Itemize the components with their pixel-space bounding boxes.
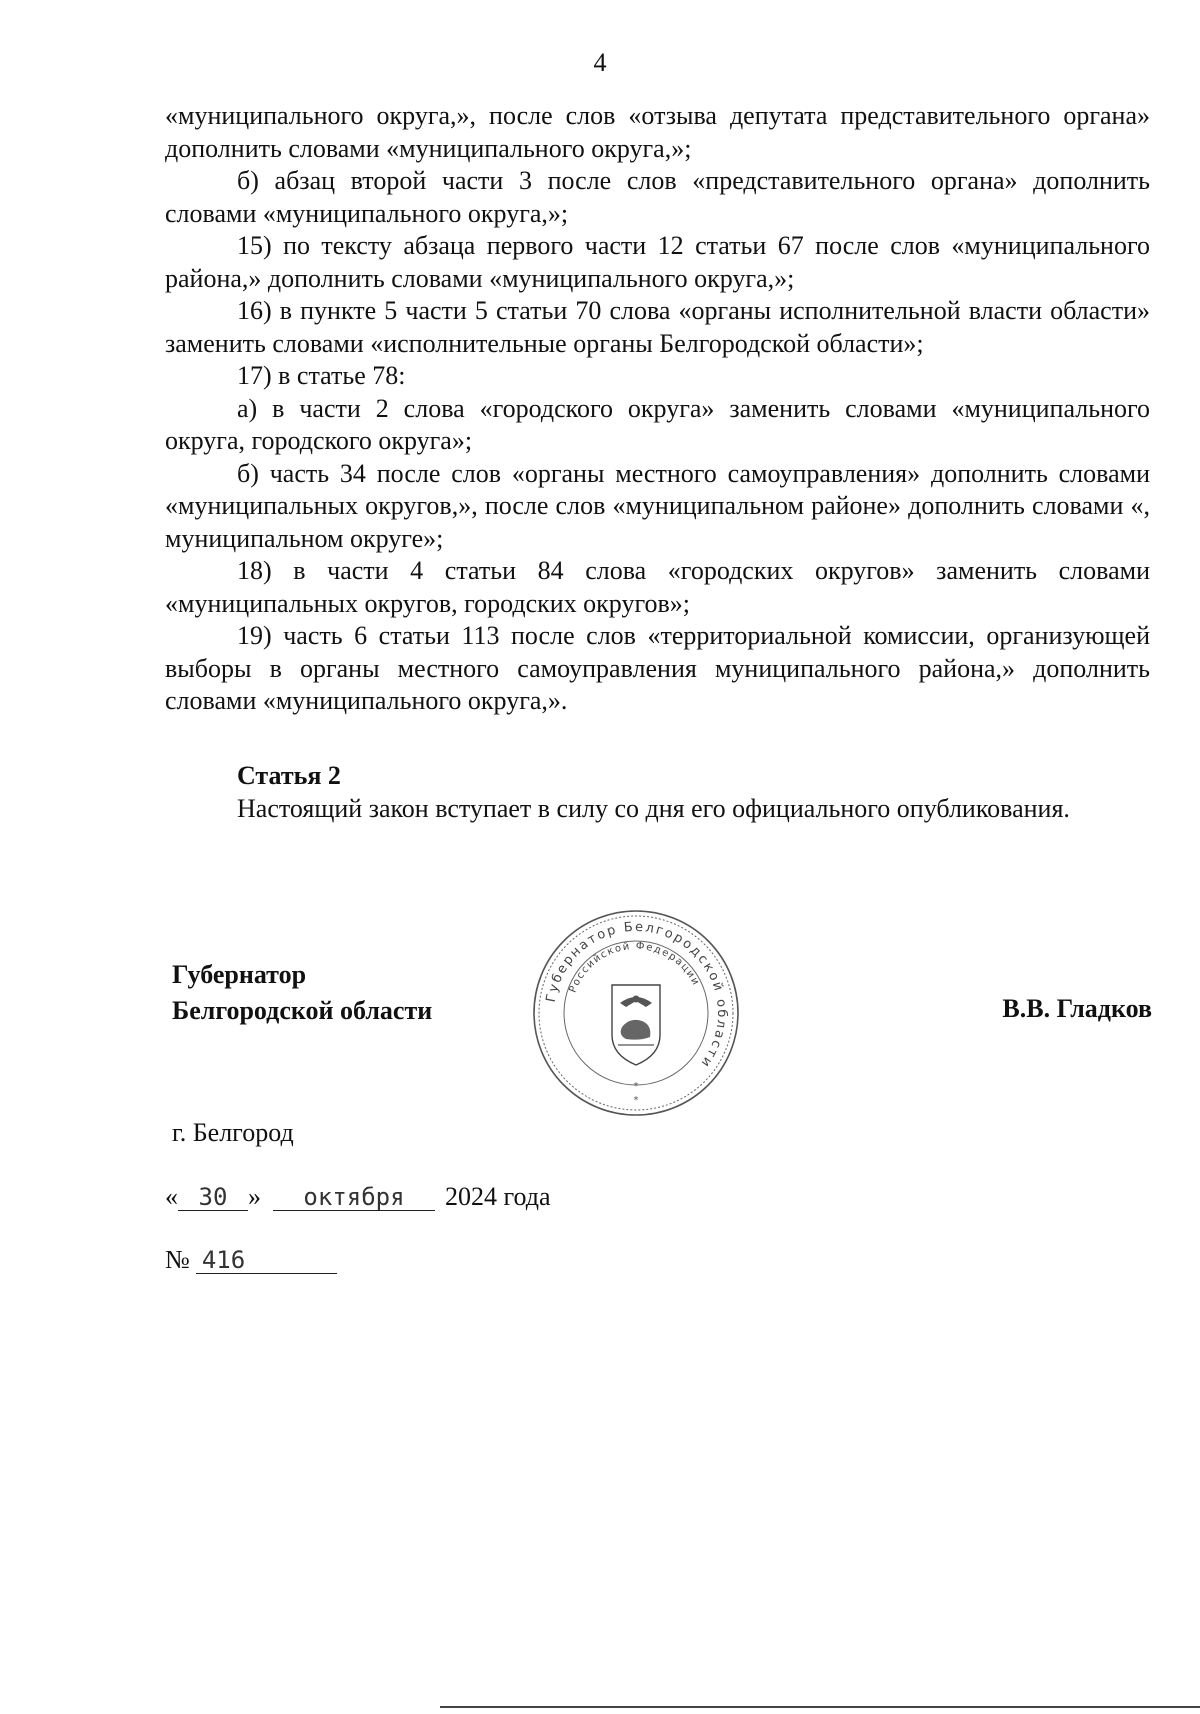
document-body: [165, 100, 1150, 718]
signatory-title-line-2: Белгородской области: [172, 996, 433, 1025]
number-sign: №: [165, 1245, 190, 1274]
date-day-field: 30: [178, 1184, 248, 1211]
law-number-field: 416: [196, 1247, 337, 1274]
date-open-quote: «: [165, 1182, 178, 1211]
date-month-field: октября: [273, 1184, 435, 1211]
date-year: 2024 года: [445, 1182, 551, 1211]
paragraph-item-15: 15) по тексту абзаца первого части 12 статьи 67 после слов «муниципального района,» дополнить словами «муниципального округа,»;: [165, 231, 1150, 293]
svg-text:*: *: [633, 1095, 639, 1106]
svg-text:Губернатор Белгородской област: Губернатор Белгородской области: [543, 919, 730, 1072]
article-2-heading: Статья 2: [237, 761, 341, 790]
place-of-signing: г. Белгород: [172, 1118, 294, 1147]
paragraph-continuation: «муниципального округа,», после слов «отзыва депутата представительного органа» дополнить словами «муниципального округа,»;: [165, 101, 1150, 163]
signatory-name: В.В. Гладков: [1002, 994, 1152, 1023]
paragraph-item-19: 19) часть 6 статьи 113 после слов «территориальной комиссии, организующей выборы в органы местного самоуправления муниципального района,» дополнить словами «муниципального округа,».: [165, 621, 1150, 715]
page-number: 4: [593, 48, 607, 77]
paragraph-item-17a: а) в части 2 слова «городского округа» заменить словами «муниципального округа, городского округа»;: [165, 393, 1150, 455]
signing-date: [165, 1182, 551, 1212]
article-2-text: Настоящий закон вступает в силу со дня его официального опубликования.: [237, 794, 1070, 823]
paragraph-item-16: 16) в пункте 5 части 5 статьи 70 слова «органы исполнительной власти области» заменить словами «исполнительные органы Белгородской области»;: [165, 296, 1150, 358]
paragraph-item-b: б) абзац второй части 3 после слов «представительного органа» дополнить словами «муниципального округа,»;: [165, 166, 1150, 228]
svg-text:Российской Федерации: Российской Федерации: [567, 940, 702, 995]
paragraph-item-17b: б) часть 34 после слов «органы местного самоуправления» дополнить словами «муниципальных округов,», после слов «муниципальном районе» дополнить словами «, муниципальном округе»;: [165, 458, 1150, 553]
official-seal-stamp: [530, 907, 742, 1119]
paragraph-item-18: 18) в части 4 статьи 84 слова «городских округов» заменить словами «муниципальных округов, городских округов»;: [165, 556, 1150, 618]
paragraph-item-17: 17) в статье 78:: [237, 361, 406, 390]
date-close-quote: »: [248, 1182, 261, 1211]
page-bottom-rule: [440, 1706, 1200, 1708]
svg-text:*: *: [633, 1081, 639, 1092]
law-number: [165, 1245, 337, 1275]
signatory-title-line-1: Губернатор: [172, 960, 307, 989]
signatory-title: [172, 957, 432, 1029]
